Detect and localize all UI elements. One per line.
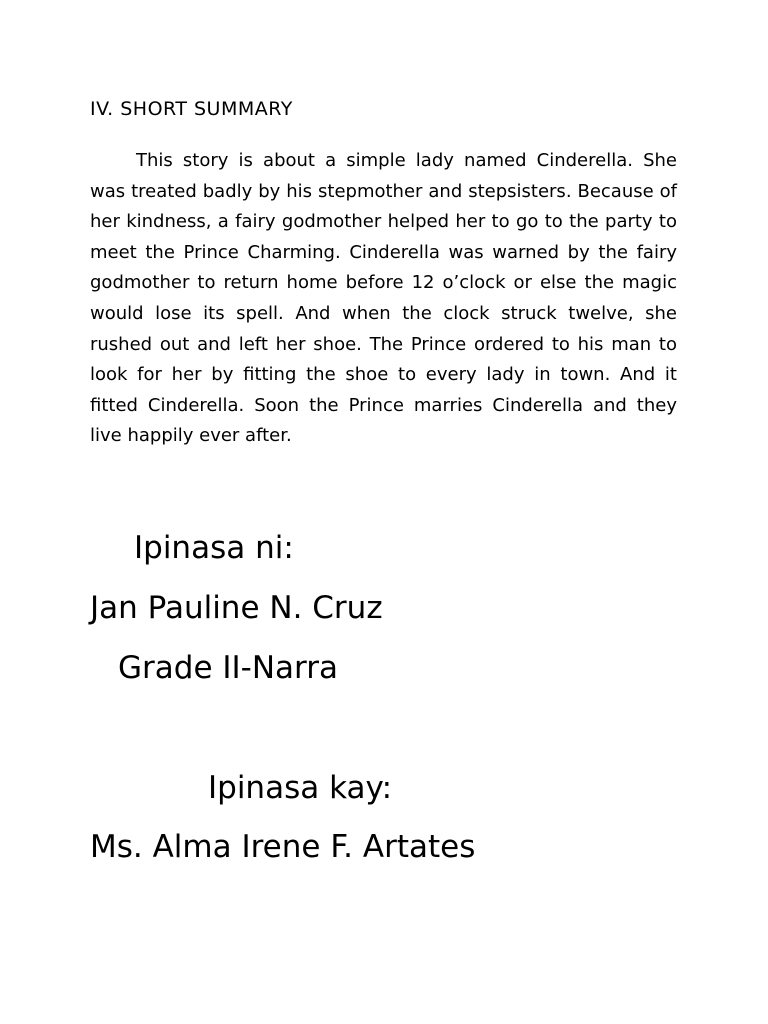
submitted-by-label: Ipinasa ni: [134,530,294,566]
student-grade-section: Grade II-Narra [118,650,338,686]
section-heading: IV. SHORT SUMMARY [90,98,293,120]
summary-paragraph: This story is about a simple lady named Cinderella. She was treated badly by his stepmother and stepsisters. Because of her kindness, a fairy godmother helped her to go to the party to meet the Prince Charming. Cinderella was warned by the fairy godmother to return home before 12 o’clock or else the magic would lose its spell. And when the clock struck twelve, she rushed out and left her shoe. The Prince ordered to his man to look for her by fitting the shoe to every lady in town. And it fitted Cinderella. Soon the Prince marries Cinderella and they live happily ever after. [90,150,677,447]
submitted-to-label: Ipinasa kay: [208,770,393,806]
teacher-name: Ms. Alma Irene F. Artates [90,829,476,865]
student-name: Jan Pauline N. Cruz [90,590,383,626]
